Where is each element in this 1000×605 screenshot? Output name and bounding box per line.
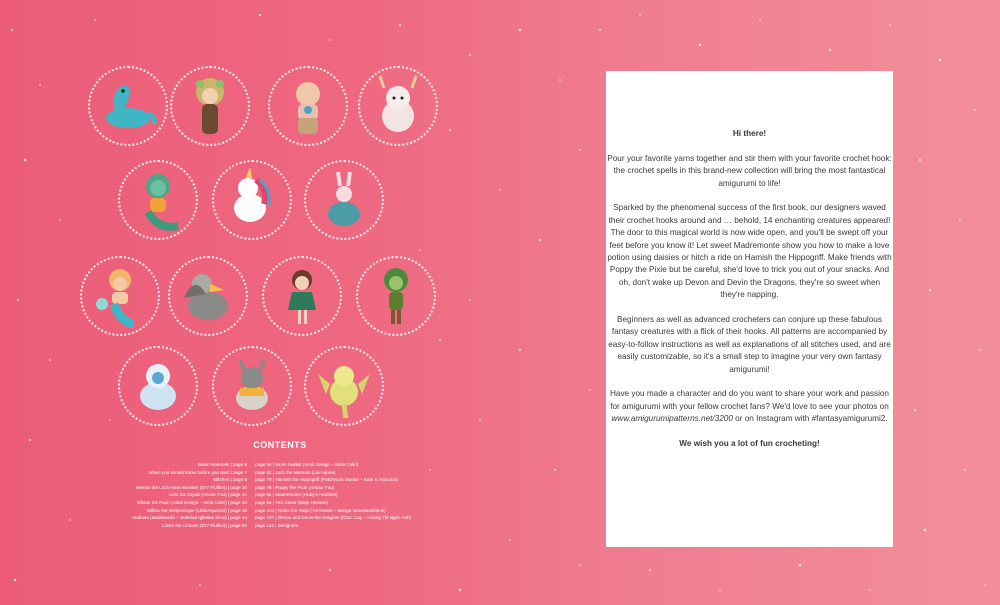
contents-entry: page 114 | Designers [255,522,299,528]
signoff: We wish you a lot of fun crocheting! [679,439,820,449]
share-text-end: or on Instagram with #fantasyamigurumi2. [735,414,888,424]
contents-entry: page 62 | Jack the Merman (Lia Arjona) [255,469,336,475]
intro-paragraph: Pour your favorite yarns together and stir them with your favorite crochet hook: the crochet spells in this brand-new collection will bring the most fantastical amigurumi to life! [607,153,892,188]
contents-entry: Basic materials | page 6 [198,462,247,467]
toy-figure-nessie [88,66,168,146]
contents-entry: Silvian the Faun (Airali Design – Ilaria Caliri) | page 30 [136,499,247,505]
toy-figure-yeti [118,346,198,426]
toy-figure-dragons [304,346,384,426]
website-link[interactable]: www.amigurumipatterns.net/3200 [611,414,733,424]
toy-figure-poppy [262,256,342,336]
contents-entry: When you should know before you start | page 7 [148,469,247,475]
contents-entry: Madusa (Madelamiin – Soledad Iglesias Silva) | page 44 [132,515,247,521]
toy-figure-lizzie [212,160,292,240]
pixie-icon [270,264,334,328]
contents-entry: Stitches | page 8 [212,477,247,483]
contents-entry: page 100 | Raiko the Raijū (YarnWave – Bonga Vaicekauskienė) [255,507,386,513]
intro-card [606,71,893,547]
contents-entry: page 58 | Moon Rabbit (Airali Design – Ilaria Caliri) [255,462,359,467]
contents-entry: page 107 | Devon and Devin the Dragons (Khuc Cay – Hoang Thi Ngoc Anh) [255,515,412,521]
madremonte-icon [364,264,428,328]
intro-text [606,128,893,463]
toy-figure-moon-rabbit [358,66,438,146]
rabbit-icon [366,74,430,138]
toy-figure-silvian [268,66,348,146]
raiju-icon [312,168,376,232]
contents-right-column [255,461,435,529]
greeting: Hi there! [732,129,767,138]
baby-dragon-icon [312,354,376,418]
contents-entry: page 78 | Poppy the Pixie (Amour Fou) [255,484,335,490]
toy-figure-livia [170,66,250,146]
intro-paragraph: Sparked by the phenomenal success of the first book, our designers waved their crochet hooks around and … behold, 14 enchanting creatures appeared! The door to this magical world is now wide open, and you'll be swept off your feet before you know it! Let sweet Madremonte show you how to make a love potion using daisies or hitch a ride on Hamish the Hippogriff. Make friends with Poppy the Pixie but be careful, she'd love to trick you out of your snacks. And oh, don't wake up Devon and Devin the Dragons, they're so sweet when they're napping. [607,203,892,300]
wolpertinger-icon [220,354,284,418]
merman-icon [88,264,152,328]
hippogriff-icon [176,264,240,328]
toy-figure-hamish [168,256,248,336]
contents-entry: Willow the Wolpertinger (LittleAquaGirl) | page 36 [146,507,247,513]
contents-entry: page 94 | Yeti Junior (Maja Hansen) [255,499,328,505]
medusa-icon [126,168,190,232]
toy-figure-madusa [118,160,198,240]
contents-entry: Lizzie the Unicorn (DIY Fluffies) | page 52 [162,522,247,528]
toy-figure-madremonte [356,256,436,336]
contents-title: CONTENTS [253,440,307,450]
unicorn-icon [220,168,284,232]
contents-entry: Nessie the Loch Ness Monster (DIY Fluffies) | page 10 [136,484,247,490]
toy-figure-jack [80,256,160,336]
contents-left-column [130,461,247,529]
share-text: Have you made a character and do you want to share your work and passion for amigurumi with your fellow crochet fans? We'd love to see your photos on [610,389,889,411]
yeti-icon [126,354,190,418]
dryad-icon [178,74,242,138]
faun-icon [276,74,340,138]
intro-paragraph: Beginners as well as advanced crocheters can conjure up these fabulous fantasy creatures with a flick of their hooks. All patterns are accompanied by easy-to-follow instructions as well as explanations of all stitches used, and are easily customizable, so it's a small step to imagine your very own fantasy amigurumi! [608,315,891,374]
dragon-icon [96,74,160,138]
contents-entry: page 84 | Madremonte (Hoby's Hobbies) [255,492,338,498]
toy-figure-willow [212,346,292,426]
contents-entry: page 70 | Hamish the Hippogriff (Patchwork Moose – Kate E Hancock) [255,477,399,483]
toy-figure-raiko [304,160,384,240]
intro-paragraph [606,388,893,425]
contents-entry: Livia the Dryad (Amour Fou) | page 24 [168,492,247,498]
